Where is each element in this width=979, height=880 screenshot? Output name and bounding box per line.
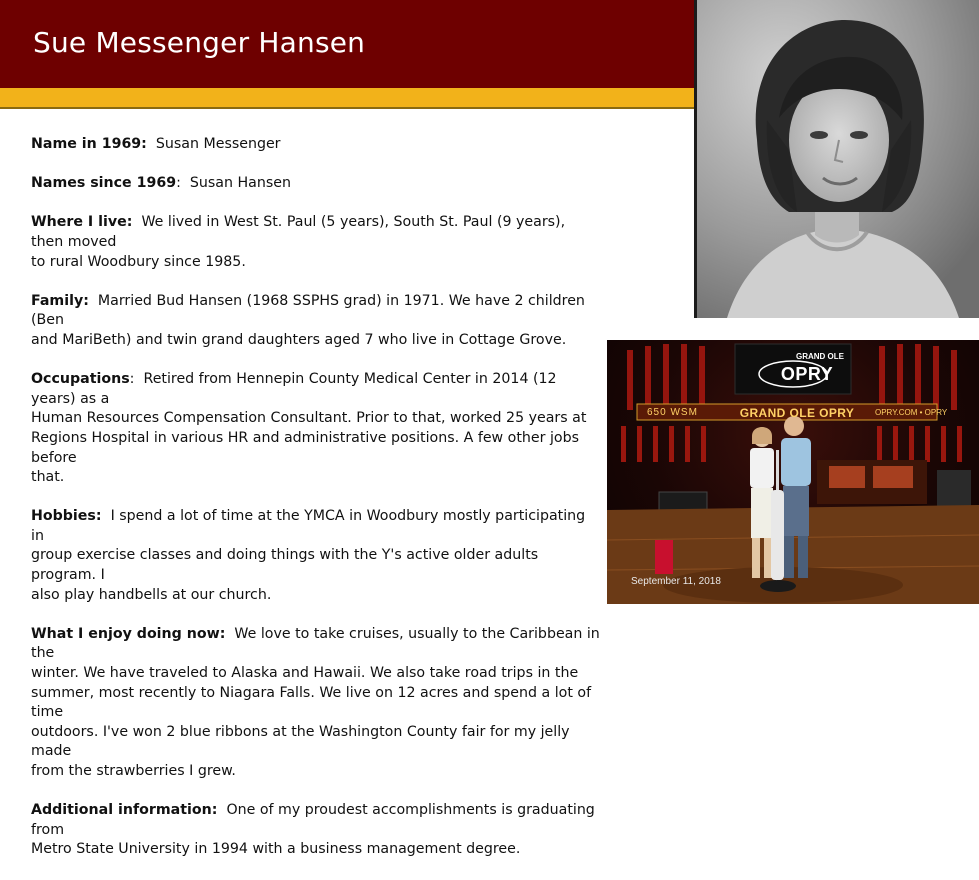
bio-section-hobbies: [31, 507, 601, 605]
bio-section-name-1969: [31, 135, 601, 155]
section-text: also play handbells at our church.: [31, 586, 272, 603]
section-label: Additional information:: [31, 802, 218, 819]
section-text: Susan Hansen: [189, 175, 291, 192]
section-text: Regions Hospital in various HR and administrative positions. A few other jobs before: [31, 429, 579, 466]
bio-section-names-since: [31, 174, 601, 194]
section-label: Where I live:: [31, 214, 133, 231]
opry-logo-text: OPRY: [780, 364, 834, 384]
opry-logo-small-text: GRAND OLE: [796, 352, 844, 361]
section-label: Hobbies:: [31, 508, 102, 525]
section-text: Human Resources Compensation Consultant. Prior to that, worked 25 years at: [31, 410, 587, 427]
section-label: Names since 1969: [31, 175, 177, 192]
section-text: Susan Messenger: [155, 136, 281, 152]
section-text: Retired from Hennepin County Medical Center in 2014 (12 years) as a: [31, 371, 557, 407]
section-label: Family:: [31, 292, 89, 309]
section-text: I spend a lot of time at the YMCA in Woodbury mostly participating in: [31, 508, 586, 544]
section-text: winter. We have traveled to Alaska and Hawaii. We also take road trips in the: [31, 665, 579, 682]
section-text: summer, most recently to Niagara Falls. We live on 12 acres and spend a lot of time: [31, 684, 592, 721]
section-text: We love to take cruises, usually to the Caribbean in the: [31, 625, 600, 662]
banner-left-text: 650 WSM: [647, 407, 698, 418]
bio-section-enjoy-now: [31, 625, 601, 782]
portrait-illustration: [697, 0, 979, 318]
section-text: to rural Woodbury since 1985.: [31, 253, 246, 270]
section-text: group exercise classes and doing things with the Y's active older adults program. I: [31, 547, 539, 584]
yearbook-portrait-photo: [694, 0, 979, 318]
grand-ole-opry-photo: [607, 340, 979, 604]
section-label: Occupations: [31, 371, 130, 388]
section-text: outdoors. I've won 2 blue ribbons at the Washington County fair for my jelly made: [31, 723, 570, 760]
section-text: Married Bud Hansen (1968 SSPHS grad) in 1971. We have 2 children (Ben: [31, 292, 585, 329]
section-suffix: :: [176, 175, 181, 192]
section-text: from the strawberries I grew.: [31, 763, 236, 779]
section-text: and MariBeth) and twin grand daughters aged 7 who live in Cottage Grove.: [31, 331, 567, 348]
banner-center-text: GRAND OLE OPRY: [739, 406, 855, 420]
section-label: What I enjoy doing now:: [31, 625, 226, 642]
bio-content: [31, 135, 601, 880]
photo-date-caption: September 11, 2018: [631, 576, 721, 587]
banner-right-text: OPRY.COM • OPRY: [875, 408, 948, 417]
bio-section-occupations: [31, 370, 601, 488]
section-text: We lived in West St. Paul (5 years), South St. Paul (9 years), then moved: [31, 214, 566, 250]
bio-section-family: [31, 292, 601, 351]
bio-section-where-live: [31, 213, 601, 272]
section-text: Metro State University in 1994 with a business management degree.: [31, 841, 521, 858]
bio-section-additional: [31, 801, 601, 860]
section-suffix: :: [129, 371, 135, 388]
section-text: One of my proudest accomplishments is graduating from: [31, 802, 595, 838]
section-text: that.: [31, 469, 65, 486]
section-label: Name in 1969:: [31, 136, 147, 152]
page-title: Sue Messenger Hansen: [33, 26, 366, 59]
